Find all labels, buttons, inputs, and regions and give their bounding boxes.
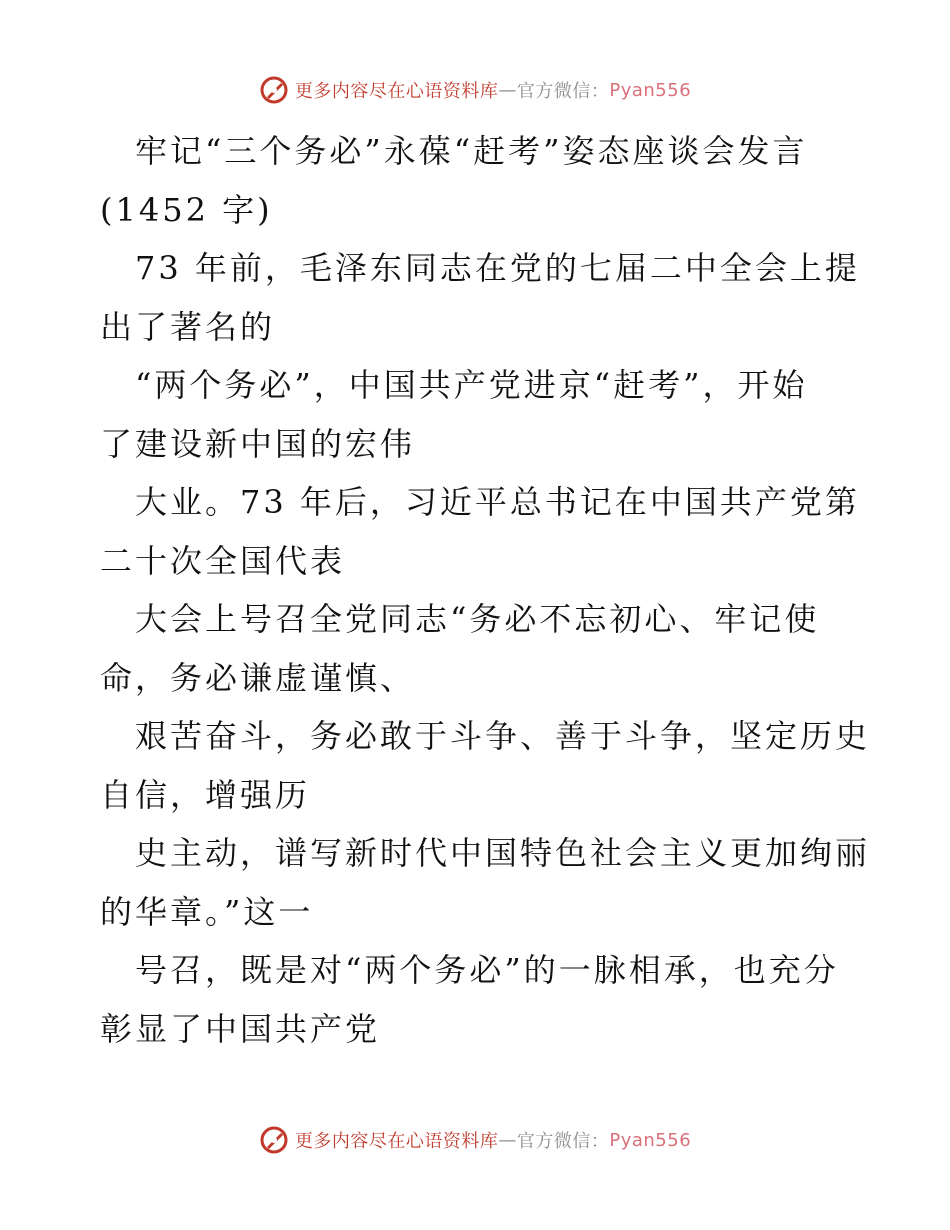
paragraph-line: 二十次全国代表 xyxy=(100,541,346,580)
document-body xyxy=(100,122,871,1058)
watermark-wechat-id: Pyan556 xyxy=(609,1129,692,1151)
watermark-dash: — xyxy=(498,1129,517,1151)
paragraph-line: 73 年前，毛泽东同志在党的七届二中全会上提 xyxy=(135,249,860,287)
header-watermark xyxy=(0,70,950,110)
paragraph-line: 自信，增强历 xyxy=(100,775,311,814)
paragraph-line: 大会上号召全党同志“务必不忘初心、牢记使 xyxy=(135,600,820,638)
footer-watermark xyxy=(0,1120,950,1160)
paragraph-line: 命，务必谦虚谨慎、 xyxy=(100,658,416,697)
quill-seal-icon xyxy=(259,75,289,105)
paragraph-line: 大业。73 年后，习近平总书记在中国共产党第 xyxy=(135,483,860,521)
watermark-dash: — xyxy=(498,79,517,101)
paragraph-line: 史主动，谱写新时代中国特色社会主义更加绚丽 xyxy=(135,834,871,872)
watermark-site-text: 更多内容尽在心语资料库 xyxy=(294,1131,499,1152)
document-title-line-2: (1452 字) xyxy=(100,190,273,229)
paragraph-line: 的华章。”这一 xyxy=(100,892,314,931)
document-title-line-1: 牢记“三个务必”永葆“赶考”姿态座谈会发言 xyxy=(135,132,808,170)
paragraph-line: 出了著名的 xyxy=(100,307,276,346)
paragraph-line: 号召，既是对“两个务必”的一脉相承，也充分 xyxy=(135,951,839,989)
watermark-wechat-id: Pyan556 xyxy=(609,79,692,101)
paragraph-line: 艰苦奋斗，务必敢于斗争、善于斗争，坚定历史 xyxy=(135,717,871,755)
paragraph-line: “两个务必”，中国共产党进京“赶考”，开始 xyxy=(135,366,808,404)
paragraph-line: 彰显了中国共产党 xyxy=(100,1009,381,1048)
watermark-wechat-label: 官方微信： xyxy=(516,1131,610,1152)
watermark-wechat-label: 官方微信： xyxy=(516,81,610,102)
paragraph-line: 了建设新中国的宏伟 xyxy=(100,424,416,463)
quill-seal-icon xyxy=(259,1125,289,1155)
watermark-site-text: 更多内容尽在心语资料库 xyxy=(294,81,499,102)
